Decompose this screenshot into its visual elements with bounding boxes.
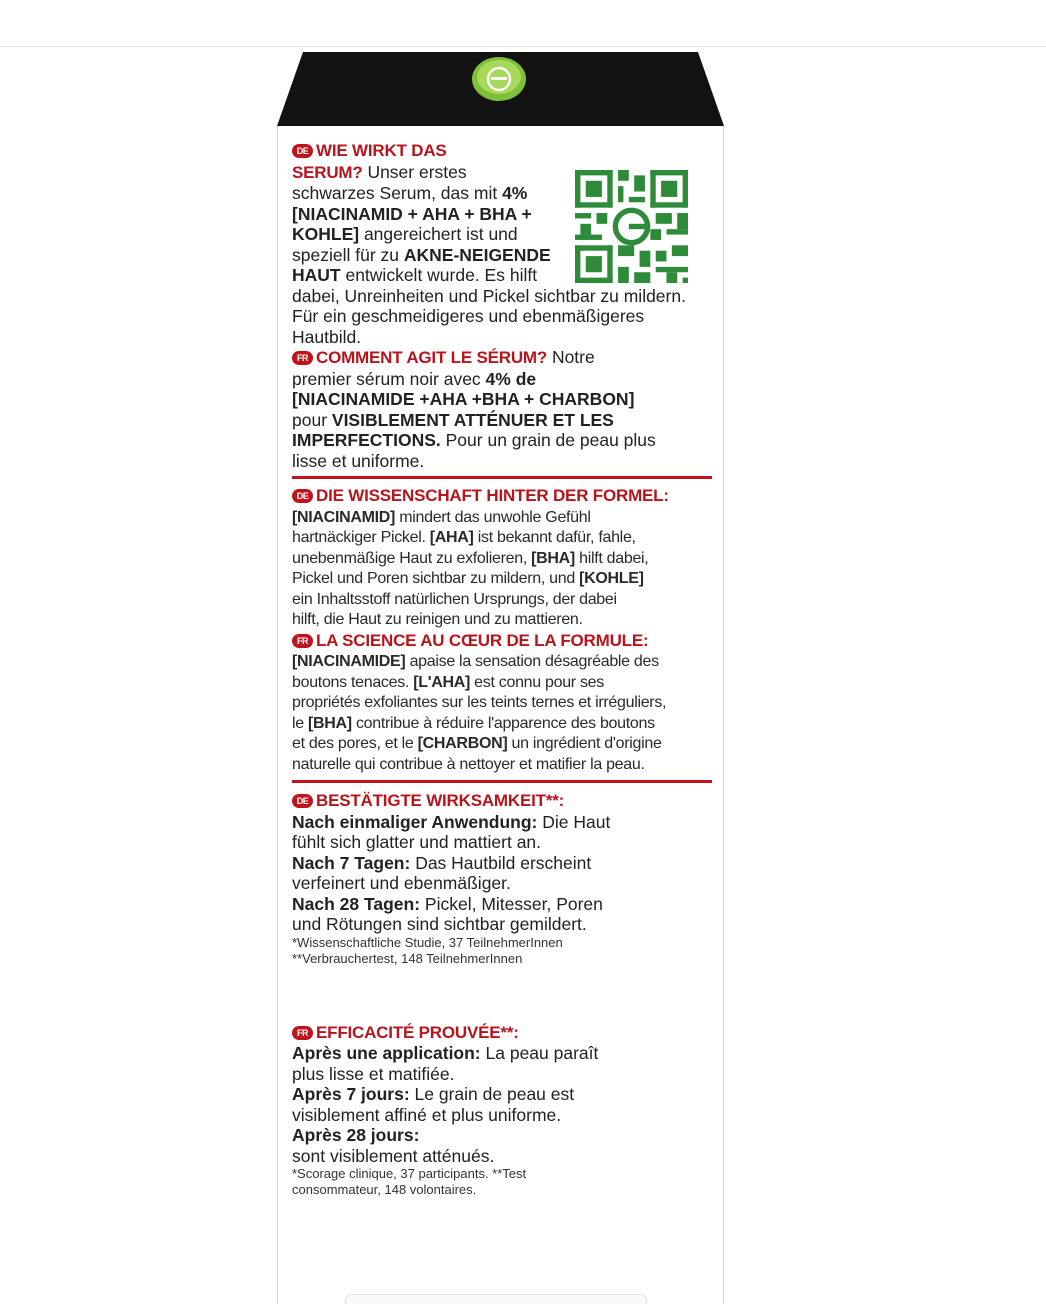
body-text: angereichert ist und <box>359 224 518 244</box>
body-text: apaise la sensation désagréable des <box>405 653 659 670</box>
page-divider <box>0 46 1046 47</box>
body-bold: [AHA] <box>429 529 474 546</box>
body-text: et des pores, et le <box>292 735 418 752</box>
body-text: ist bekannt dafür, fahle, <box>473 529 636 546</box>
body-text: verfeinert und ebenmäßiger. <box>292 873 511 893</box>
de-badge: DE <box>292 794 313 808</box>
body-text: visiblement affiné et plus uniforme. <box>292 1104 562 1125</box>
body-bold: [CHARBON] <box>417 735 508 752</box>
body-text: Le grain de peau est <box>409 1084 575 1104</box>
body-text: schwarzes Serum, das mit <box>292 183 503 203</box>
body-text: Pickel, Mitesser, Poren <box>420 893 603 914</box>
science-fr <box>292 631 712 776</box>
footnote: **Verbrauchertest, 148 TeilnehmerInnen <box>292 950 523 966</box>
body-text: entwickelt wurde. Es hilft <box>340 265 538 285</box>
section-divider <box>292 476 712 479</box>
body-bold: Après 7 jours: <box>292 1084 410 1104</box>
box-top-cap <box>277 52 724 126</box>
product-box-side <box>277 126 724 1304</box>
body-text: Hautbild. <box>292 326 362 347</box>
de-badge: DE <box>292 144 313 158</box>
body-text: hartnäckiger Pickel. <box>292 529 430 546</box>
box-bottom-tab <box>345 1294 647 1304</box>
body-text: un ingrédient d'origine <box>507 735 662 752</box>
footnote: consommateur, 148 volontaires. <box>292 1182 477 1197</box>
body-text: Für ein geschmeidigeres und ebenmäßigeres <box>292 306 645 326</box>
section-heading: DIE WISSENSCHAFT HINTER DER FORMEL: <box>316 486 669 505</box>
body-bold: [NIACINAMID] <box>292 508 396 526</box>
body-text: La peau paraît <box>480 1043 599 1063</box>
body-text: speziell für zu <box>292 244 404 265</box>
body-text: unebenmäßige Haut zu exfolieren, <box>292 549 532 567</box>
body-text: fühlt sich glatter und mattiert an. <box>292 832 542 852</box>
section-heading: BESTÄTIGTE WIRKSAMKEIT**: <box>316 791 565 810</box>
qr-code-icon <box>575 170 688 283</box>
section-heading: SERUM? <box>292 162 363 182</box>
footnote: *Wissenschaftliche Studie, 37 TeilnehmerInnen <box>292 934 563 950</box>
body-text: sont visiblement atténués. <box>292 1145 495 1166</box>
body-bold: [NIACINAMIDE] <box>292 653 406 670</box>
science-de <box>292 486 712 631</box>
body-bold: VISIBLEMENT ATTÉNUER ET LES <box>331 409 614 430</box>
body-text: Das Hautbild erscheint <box>410 852 592 873</box>
how-it-works-fr <box>292 347 712 471</box>
body-text: mindert das unwohle Gefühl <box>395 508 591 526</box>
body-text: hilft dabei, <box>574 549 649 567</box>
body-text: boutons tenaces. <box>292 673 414 691</box>
body-bold: AKNE-NEIGENDE <box>403 244 551 265</box>
body-text: Pour un grain de peau plus <box>440 430 656 450</box>
body-bold: 4% de <box>485 368 537 389</box>
efficacy-fr <box>292 1022 712 1199</box>
body-text: Notre <box>547 347 595 367</box>
efficacy-de <box>292 790 712 967</box>
body-bold: [KOHLE] <box>579 570 644 587</box>
body-bold: Nach 28 Tagen: <box>292 893 421 914</box>
garnier-logo-icon <box>472 57 526 101</box>
section-heading: LA SCIENCE AU CŒUR DE LA FORMULE: <box>316 630 649 650</box>
fr-badge: FR <box>292 351 313 365</box>
body-bold: [BHA] <box>308 714 352 732</box>
body-bold: [NIACINAMIDE +AHA +BHA + CHARBON] <box>292 389 635 409</box>
body-text: le <box>292 714 308 732</box>
section-heading: COMMENT AGIT LE SÉRUM? <box>316 348 548 367</box>
body-text: premier sérum noir avec <box>292 368 486 389</box>
body-bold: HAUT <box>292 265 341 285</box>
body-bold: Nach einmaliger Anwendung: <box>292 811 538 832</box>
body-text: hilft, die Haut zu reinigen und zu mattieren. <box>292 611 583 628</box>
body-text: Pickel und Poren sichtbar zu mildern, und <box>292 570 580 587</box>
body-bold: Nach 7 Tagen: <box>292 852 411 873</box>
body-text: und Rötungen sind sichtbar gemildert. <box>292 914 587 934</box>
body-bold: KOHLE] <box>292 224 360 244</box>
footnote: *Scorage clinique, 37 participants. **Test <box>292 1166 527 1181</box>
body-bold: Après 28 jours: <box>292 1125 420 1145</box>
body-text: pour <box>292 409 332 430</box>
body-text: Die Haut <box>537 811 611 832</box>
section-divider <box>292 780 712 783</box>
section-heading: WIE WIRKT DAS <box>316 141 447 160</box>
body-bold: [NIACINAMID + AHA + BHA + <box>292 203 532 224</box>
body-text: est connu pour ses <box>470 673 604 691</box>
de-badge: DE <box>292 489 313 503</box>
body-text: lisse et uniforme. <box>292 450 425 471</box>
body-text: propriétés exfoliantes sur les teints ternes et irréguliers, <box>292 694 667 711</box>
body-text: contribue à réduire l'apparence des boutons <box>351 714 655 732</box>
body-text: Unser erstes <box>362 161 467 182</box>
fr-badge: FR <box>292 1026 313 1040</box>
body-text: dabei, Unreinheiten und Pickel sichtbar zu mildern. <box>292 285 686 306</box>
body-bold: [L'AHA] <box>413 673 471 691</box>
fr-badge: FR <box>292 634 313 648</box>
section-heading: EFFICACITÉ PROUVÉE**: <box>316 1022 519 1042</box>
body-bold: Après une application: <box>292 1043 481 1063</box>
body-text: naturelle qui contribue à nettoyer et matifier la peau. <box>292 755 645 773</box>
body-bold: IMPERFECTIONS. <box>292 430 441 450</box>
body-bold: [BHA] <box>531 549 575 567</box>
body-text: plus lisse et matifiée. <box>292 1063 455 1084</box>
body-bold: 4% <box>502 183 528 203</box>
spacer <box>292 967 712 1022</box>
body-text: ein Inhaltsstoff natürlichen Ursprungs, der dabei <box>292 590 617 608</box>
